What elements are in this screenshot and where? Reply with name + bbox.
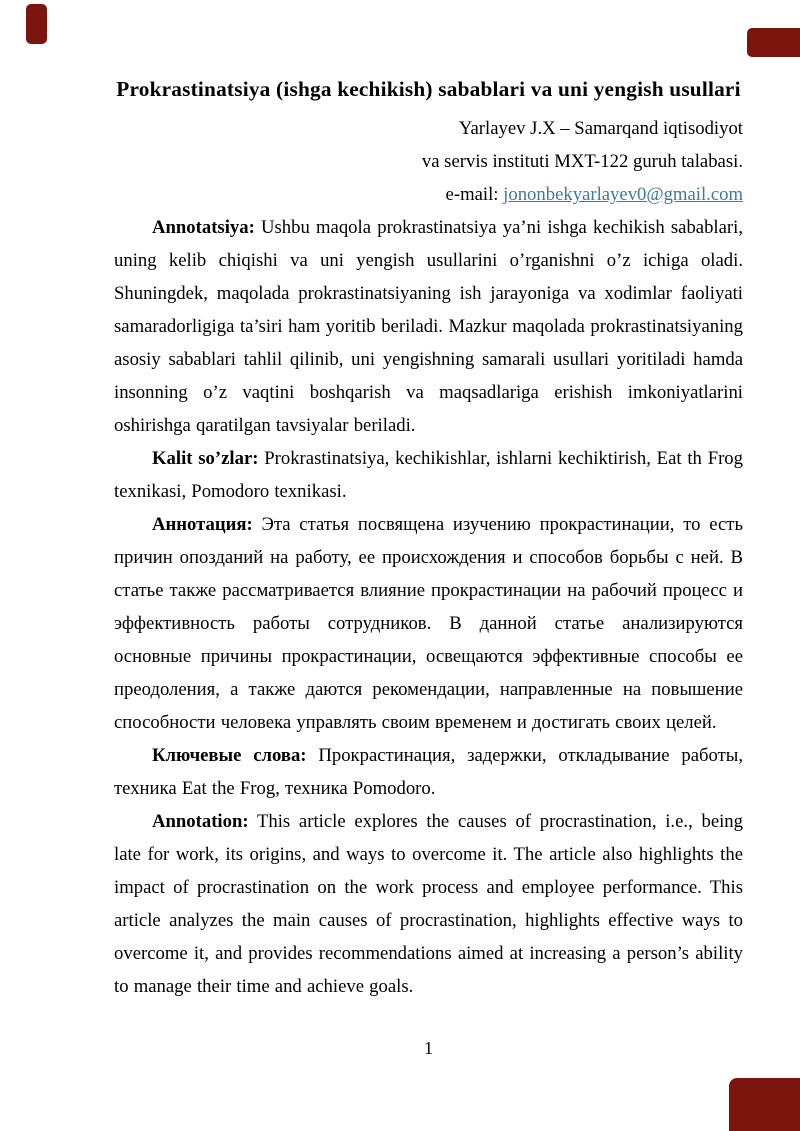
corner-stamp-top-right	[747, 28, 800, 57]
paragraph-annotatsiya-uz	[114, 211, 743, 442]
paragraph-text-annotation-ru: Эта статья посвящена изучению прокрастинации, то есть причин опозданий на работу, ее происхождения и способов борьбы с ней. В статье также рассматривается влияние прокрастинации на рабочий процесс и эффективность работы сотрудников. В данной статье анализируются основные причины прокрастинации, освещаются эффективные способы ее преодоления, а также даются рекомендации, направленные на повышение способности человека управлять своим временем и достигать своих целей.	[114, 514, 743, 733]
page-title: Prokrastinatsiya (ishga kechikish) sabablari va uni yengish usullari	[116, 77, 741, 101]
paragraph-text-annotatsiya-uz: Ushbu maqola prokrastinatsiya ya’ni ishga kechikish sabablari, uning kelib chiqishi va uni yengish usullarini o’rganishni o’z ichiga oladi. Shuningdek, maqolada prokrastinatsiyaning ish jarayoniga va xodimlar faoliyati samaradorligiga ta’siri ham yoritib beriladi. Mazkur maqolada prokrastinatsiyaning asosiy sabablari tahlil qilinib, uni yengishning samarali usullari yoritiladi hamda insonning o’z vaqtini boshqarish va maqsadlariga erishish imkoniyatlarini oshirishga qaratilgan tavsiyalar beriladi.	[114, 217, 743, 436]
corner-stamp-bottom-right	[729, 1078, 800, 1131]
paragraph-text-keywords-ru: Прокрастинация, задержки, откладывание работы, техника Eat the Frog, техника Pomodoro.	[114, 745, 744, 799]
paragraph-annotation-en	[114, 805, 743, 1003]
paragraph-keywords-ru	[114, 739, 743, 805]
paragraph-lead-annotatsiya-uz: Annotatsiya:	[152, 217, 255, 238]
paragraph-text-keywords-uz: Prokrastinatsiya, kechikishlar, ishlarni kechiktirish, Eat th Frog texnikasi, Pomodoro texnikasi.	[114, 448, 743, 502]
corner-stamp-top-left	[26, 4, 47, 44]
paragraph-keywords-uz	[114, 442, 743, 508]
paragraph-text-annotation-en: This article explores the causes of procrastination, i.e., being late for work, its origins, and ways to overcome it. The article also highlights the impact of procrastination on the work process and employee performance. This article analyzes the main causes of procrastination, highlights effective ways to overcome it, and provides recommendations aimed at increasing a person’s ability to manage their time and achieve goals.	[114, 811, 743, 997]
paragraph-lead-annotation-en: Annotation:	[152, 811, 249, 832]
author-affiliation-line: va servis instituti MXT-122 guruh talabasi.	[421, 151, 743, 172]
author-name-line: Yarlayev J.X – Samarqand iqtisodiyot	[458, 118, 743, 139]
paragraph-lead-annotation-ru: Аннотация:	[152, 514, 253, 535]
email-label: e-mail:	[445, 184, 504, 205]
page-number: 1	[424, 1038, 433, 1058]
author-block	[114, 112, 743, 211]
author-email-line	[114, 178, 743, 211]
email-link[interactable]: jononbekyarlayev0@gmail.com	[503, 184, 743, 205]
paragraph-lead-keywords-ru: Ключевые слова:	[152, 745, 307, 766]
paragraph-lead-keywords-uz: Kalit so’zlar:	[152, 448, 259, 469]
paragraph-annotation-ru	[114, 508, 743, 739]
